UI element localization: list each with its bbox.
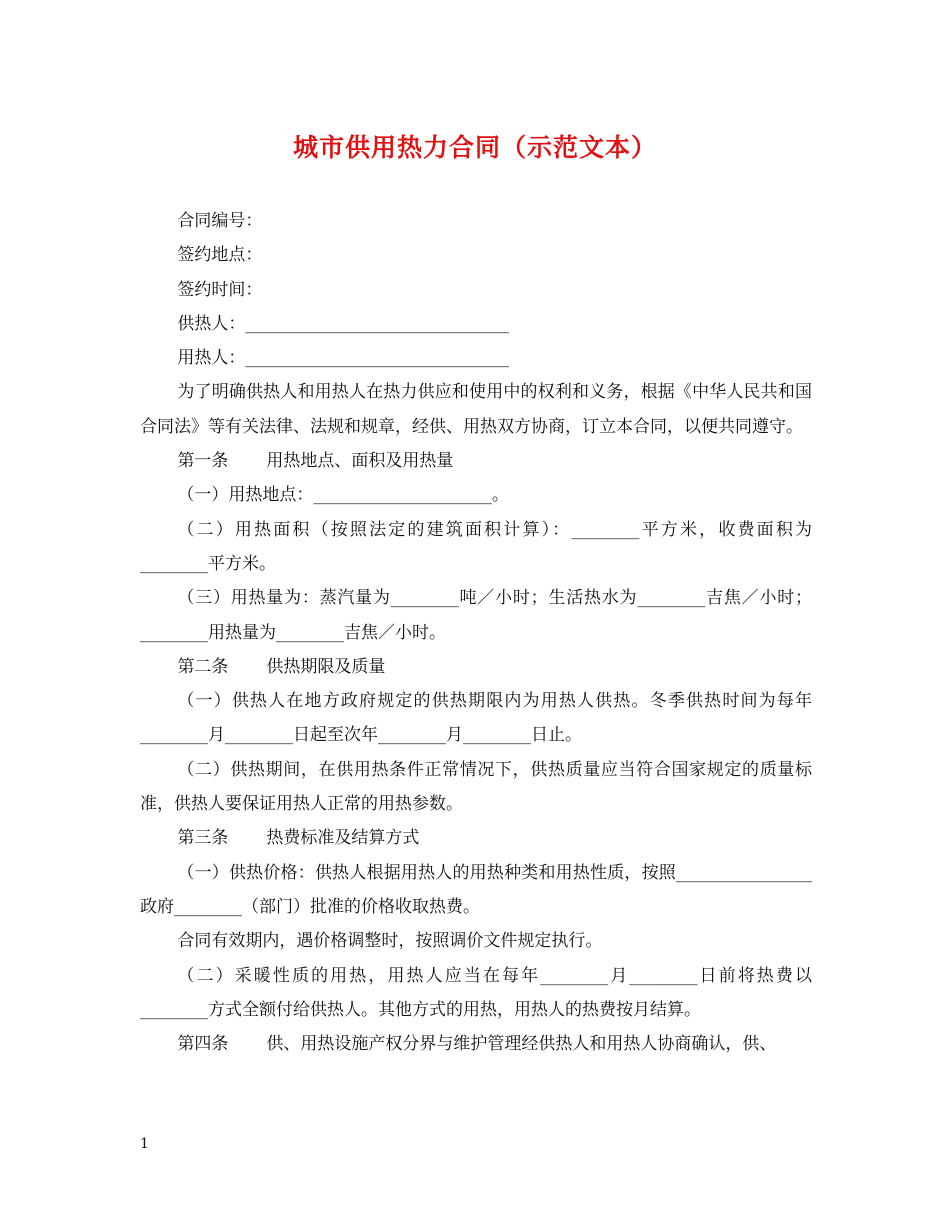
article-1-item-1: （一）用热地点：_____________________。 xyxy=(177,485,509,506)
article-2-item-2: （二）供热期间，在供用热条件正常情况下，供热质量应当符合国家规定的质量标准，供热人要保证用热人正常的用热参数。 xyxy=(140,759,812,815)
contract-number-field: 合同编号： xyxy=(177,211,263,231)
page-number: 1 xyxy=(140,1136,149,1152)
article-2-number: 第二条 xyxy=(177,656,229,677)
article-2-title: 供热期限及质量 xyxy=(266,656,386,677)
document-body xyxy=(140,204,812,1061)
article-3-title: 热费标准及结算方式 xyxy=(266,828,420,849)
article-3-heading xyxy=(140,821,812,855)
article-1-heading xyxy=(140,444,812,478)
article-3-number: 第三条 xyxy=(177,828,229,849)
article-1-item-3: （三）用热量为：蒸汽量为________吨／小时；生活热水为________吉焦／小时；________用热量为________吉焦／小时。 xyxy=(140,588,812,643)
preamble-paragraph: 为了明确供热人和用热人在热力供应和使用中的权利和义务，根据《中华人民共和国合同法》等有关法律、法规和规章，经供、用热双方协商，订立本合同，以便共同遵守。 xyxy=(140,382,812,437)
article-1-number: 第一条 xyxy=(177,451,229,472)
page-title: 城市供用热力合同（示范文本） xyxy=(292,133,657,162)
article-2-heading xyxy=(140,650,812,684)
article-1-item-2: （二）用热面积（按照法定的建筑面积计算）：________平方米，收费面积为________平方米。 xyxy=(140,519,812,574)
supplier-field: 供热人：_______________________________ xyxy=(177,313,509,334)
sign-time-field: 签约时间： xyxy=(177,279,263,300)
article-4-heading xyxy=(140,1027,812,1061)
article-1-title: 用热地点、面积及用热量 xyxy=(266,451,454,472)
article-3-item-3: （二）采暖性质的用热，用热人应当在每年________月________日前将热费以________方式全额付给供热人。其他方式的用热，用热人的热费按月结算。 xyxy=(140,965,812,1020)
article-3-item-2: 合同有效期内，遇价格调整时，按照调价文件规定执行。 xyxy=(177,931,603,952)
sign-place-field: 签约地点： xyxy=(177,245,263,266)
user-field: 用热人：_______________________________ xyxy=(177,348,509,369)
article-4-title: 供、用热设施产权分界与维护管理经供热人和用热人协商确认，供、 xyxy=(266,1034,777,1055)
article-4-number: 第四条 xyxy=(177,1034,229,1055)
article-2-item-1: （一）供热人在地方政府规定的供热期限内为用热人供热。冬季供热时间为每年________月________日起至次年________月________日止。 xyxy=(140,691,812,746)
article-3-item-1: （一）供热价格：供热人根据用热人的用热种类和用热性质，按照________________政府________（部门）批准的价格收取热费。 xyxy=(140,862,812,917)
